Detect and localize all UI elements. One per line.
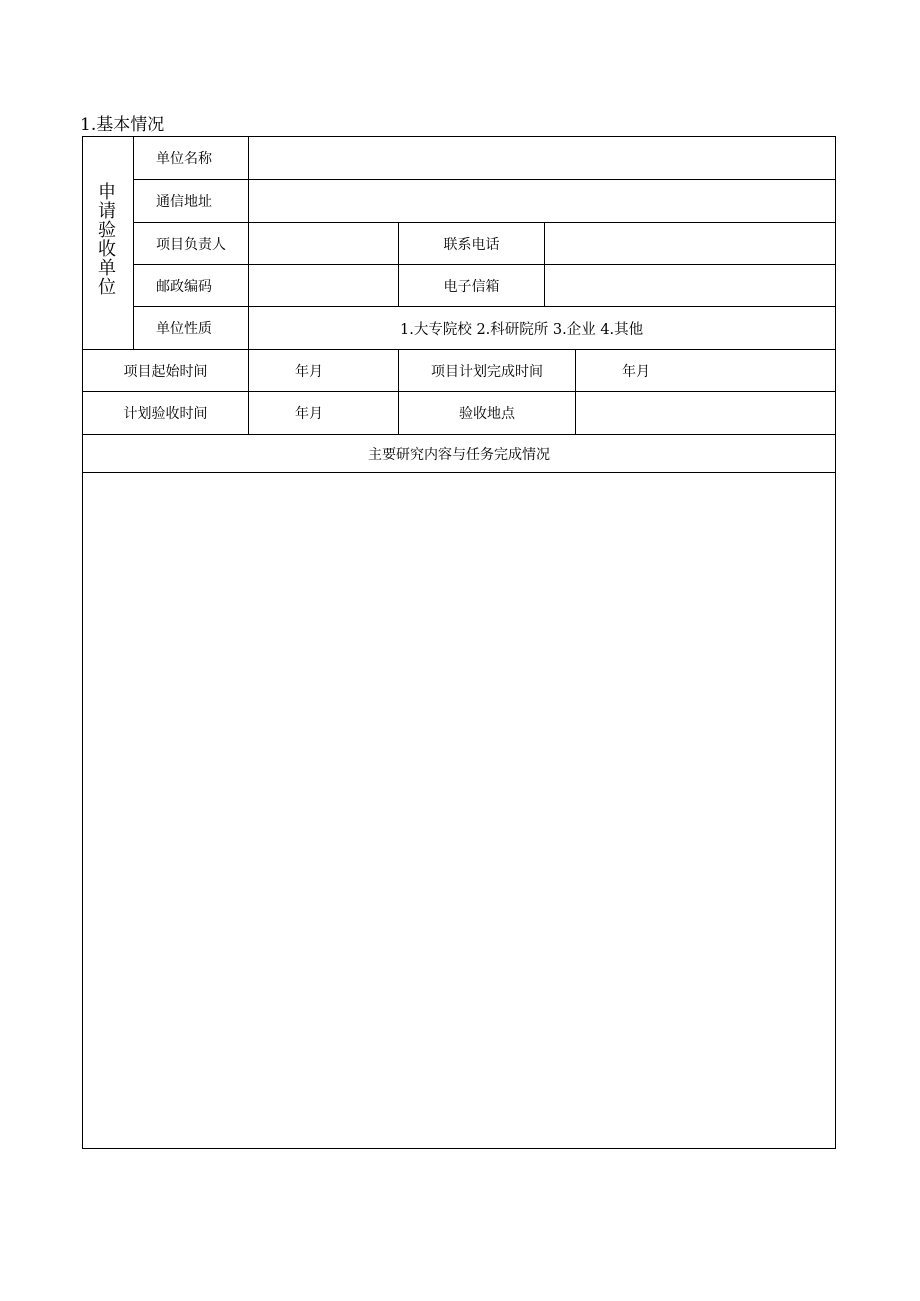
row-divider (82, 472, 836, 473)
applicant-label-char: 位 (98, 277, 116, 298)
unit-name-label: 单位名称 (156, 151, 212, 167)
applicant-label-char: 申 (98, 182, 116, 203)
acceptance-place-label: 验收地点 (459, 406, 515, 422)
postcode-field[interactable] (249, 265, 398, 306)
start-time-label: 项目起始时间 (123, 363, 208, 380)
main-content-header: 主要研究内容与任务完成情况 (368, 446, 550, 463)
main-content-field[interactable] (83, 474, 835, 1148)
section-title: 1.基本情况 (80, 115, 165, 135)
acceptance-place-field[interactable] (576, 392, 835, 434)
applicant-label-char: 收 (98, 239, 116, 260)
postcode-label: 邮政编码 (156, 278, 212, 295)
unit-nature-options[interactable]: 1.大专院校 2.科研院所 3.企业 4.其他 (400, 321, 644, 338)
contact-phone-field[interactable] (545, 223, 835, 264)
planned-finish-field[interactable]: 年月 (622, 363, 650, 380)
start-time-field[interactable]: 年月 (295, 363, 323, 380)
applicant-label-char: 请 (98, 201, 116, 222)
applicant-label-char: 单 (98, 258, 116, 279)
email-field[interactable] (545, 265, 835, 306)
acceptance-time-label: 计划验收时间 (123, 406, 208, 422)
applicant-label-char: 验 (98, 220, 116, 241)
table-border-bottom (82, 1148, 836, 1149)
project-lead-label: 项目负责人 (156, 236, 226, 253)
contact-phone-label: 联系电话 (443, 236, 500, 253)
email-label: 电子信箱 (443, 278, 500, 295)
acceptance-time-field[interactable]: 年月 (295, 406, 323, 422)
unit-name-field[interactable] (249, 137, 835, 179)
table-border-right (835, 136, 836, 1149)
unit-nature-label: 单位性质 (156, 321, 212, 337)
address-label: 通信地址 (156, 194, 212, 210)
planned-finish-label: 项目计划完成时间 (431, 363, 543, 380)
applicant-unit-label (83, 183, 131, 297)
address-field[interactable] (249, 180, 835, 222)
project-lead-field[interactable] (249, 223, 398, 264)
